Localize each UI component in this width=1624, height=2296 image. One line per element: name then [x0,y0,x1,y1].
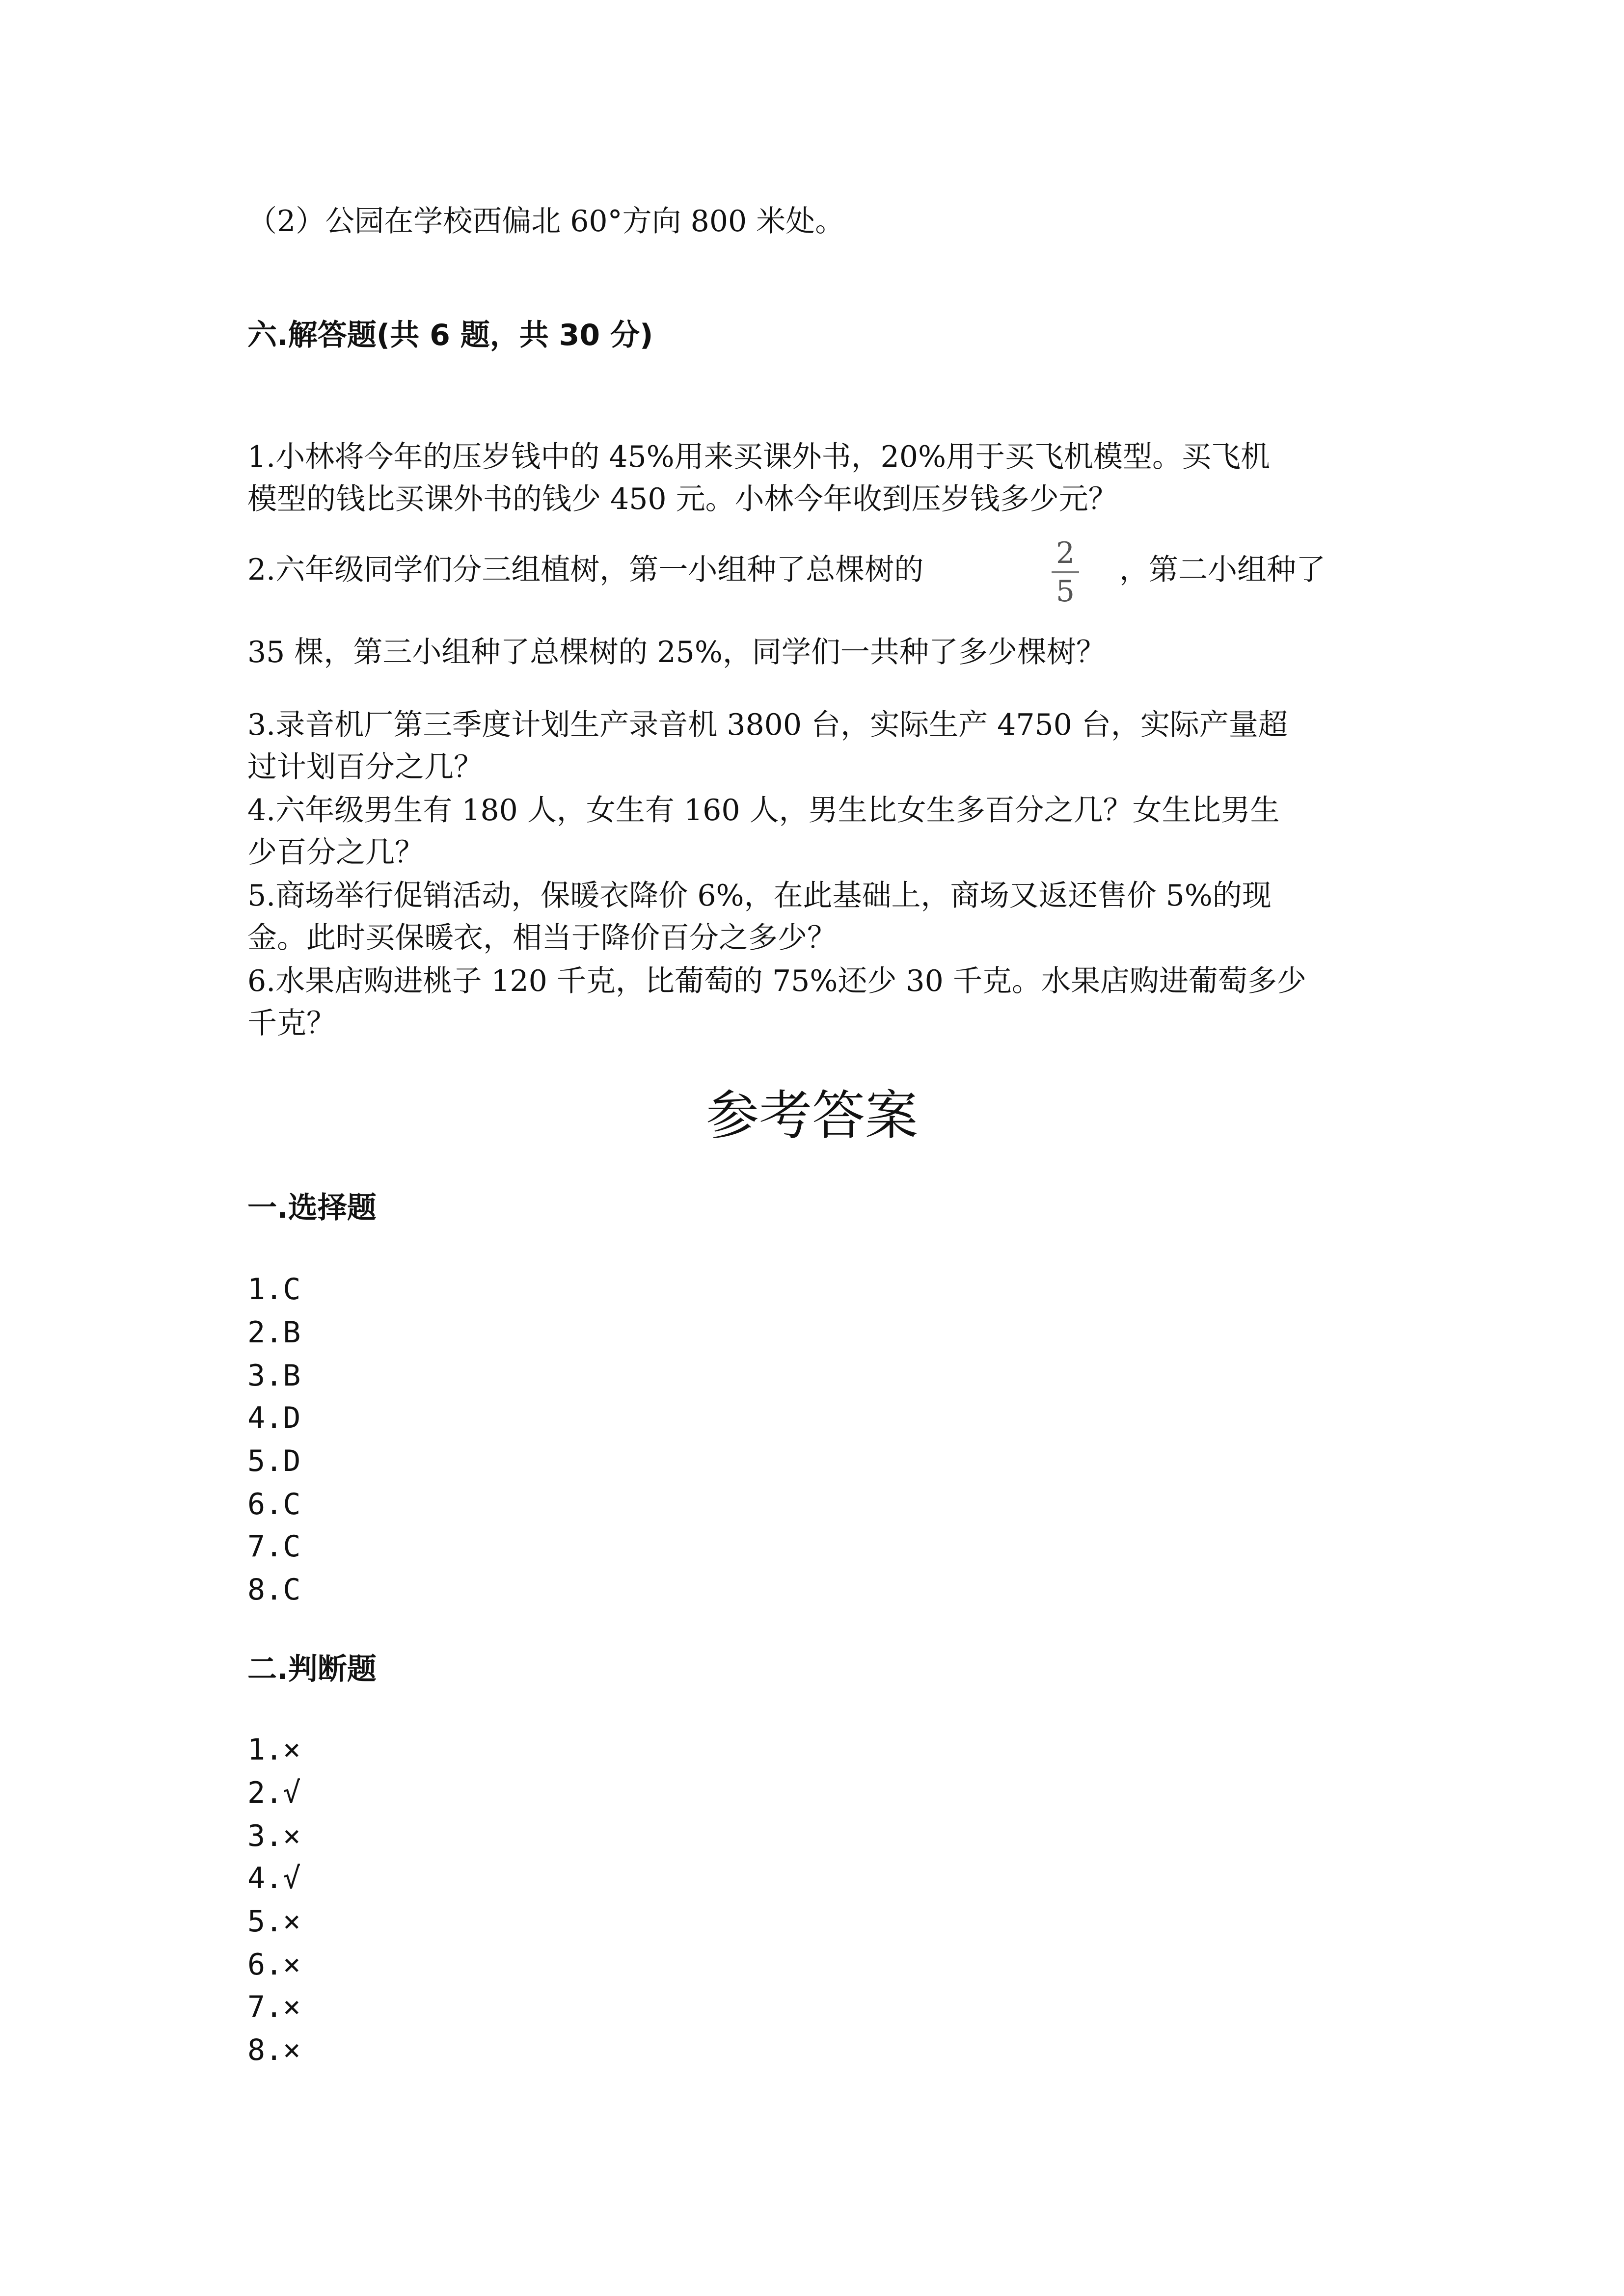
question-2-line-1 [247,549,923,591]
question-4-line-1: 4.六年级男生有 180 人，女生有 160 人，男生比女生多百分之几？女生比男生 [247,793,1280,828]
choice-answer-6: 6.C [247,1487,301,1522]
choice-answer-2: 2.B [247,1315,301,1350]
choice-answer-5: 5.D [247,1444,301,1478]
question-4-line-2: 少百分之几？ [247,835,424,870]
question-5-line-2: 金。此时买保暖衣，相当于降价百分之多少？ [247,921,837,955]
judge-answer-1: 1.× [247,1733,301,1767]
fraction-bar [1052,571,1079,573]
judge-answer-2: 2.√ [247,1776,301,1810]
question-1-line-1: 1.小林将今年的压岁钱中的 45%用来买课外书，20%用于买飞机模型。买飞机 [247,440,1271,474]
choice-answer-8: 8.C [247,1573,301,1607]
question-2-text-after-fraction: ，第二小组种了 [1119,553,1326,587]
question-1-line-2: 模型的钱比买课外书的钱少 450 元。小林今年收到压岁钱多少元？ [247,482,1118,516]
judge-answer-5: 5.× [247,1904,301,1939]
choice-answer-3: 3.B [247,1359,301,1393]
question-6-line-2: 千克？ [247,1006,336,1041]
choice-answers-heading: 一.选择题 [247,1191,377,1225]
question-3-line-2: 过计划百分之几？ [247,750,483,784]
previous-answer-line: （2）公园在学校西偏北 60°方向 800 米处。 [247,204,845,239]
reference-answers-title: 参考答案 [705,1085,918,1147]
question-6-line-1: 6.水果店购进桃子 120 千克，比葡萄的 75%还少 30 千克。水果店购进葡萄多少 [247,964,1306,998]
fraction-denominator: 5 [1056,574,1075,609]
judge-answer-7: 7.× [247,1990,301,2024]
judge-answer-6: 6.× [247,1948,301,1982]
choice-answer-4: 4.D [247,1401,301,1435]
question-5-line-1: 5.商场举行促销活动，保暖衣降价 6%，在此基础上，商场又返还售价 5%的现 [247,879,1272,913]
choice-answer-7: 7.C [247,1529,301,1564]
question-2-line-2: 35 棵，第三小组种了总棵树的 25%，同学们一共种了多少棵树？ [247,635,1106,669]
judge-answer-8: 8.× [247,2033,301,2067]
question-2-text-before-fraction: 2.六年级同学们分三组植树，第一小组种了总棵树的 [247,553,924,587]
fraction-numerator: 2 [1056,536,1075,570]
choice-answer-1: 1.C [247,1272,301,1307]
judge-answer-4: 4.√ [247,1861,301,1896]
judge-answers-heading: 二.判断题 [247,1652,377,1686]
question-3-line-1: 3.录音机厂第三季度计划生产录音机 3800 台，实际生产 4750 台，实际产量超 [247,708,1288,742]
judge-answer-3: 3.× [247,1819,301,1853]
fraction-two-fifths [1051,537,1080,608]
section-six-heading: 六.解答题(共 6 题，共 30 分) [247,318,653,352]
